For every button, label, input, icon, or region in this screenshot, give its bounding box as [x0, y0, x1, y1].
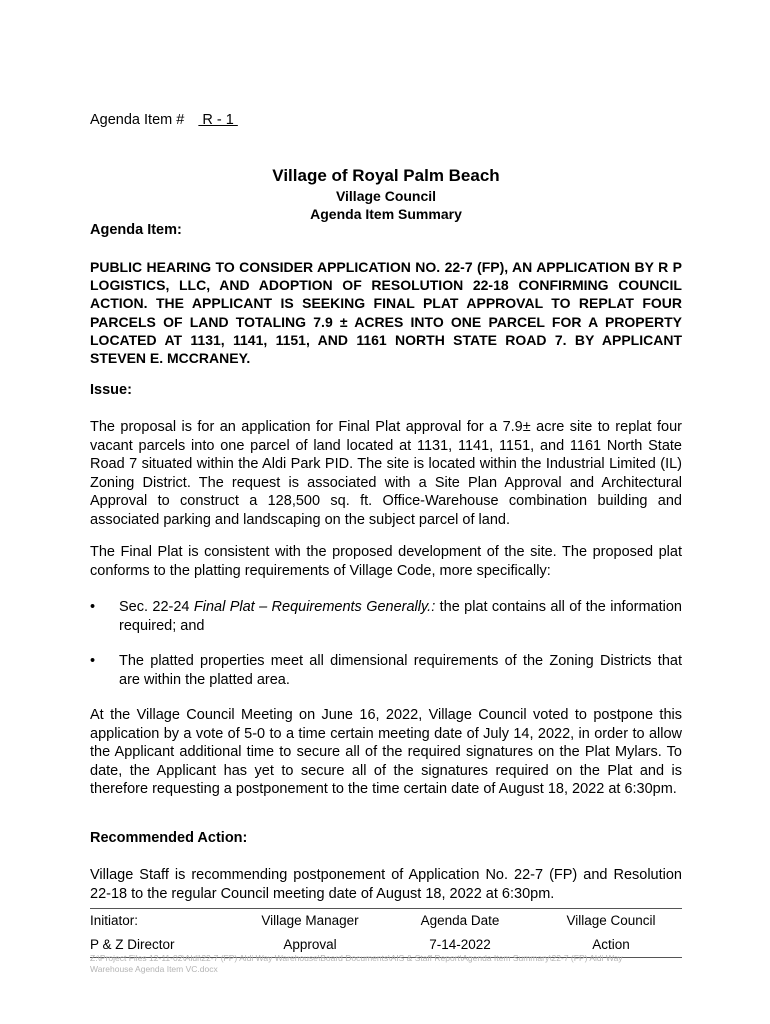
table-cell: Village Manager — [261, 913, 359, 928]
bullet-item-1-text — [119, 598, 682, 635]
document-subtitle-council: Village Council — [335, 188, 437, 204]
approval-table — [90, 908, 682, 958]
table-cell: Village Council — [566, 913, 656, 928]
file-path-footer: Z:\Project Files 12-11-02\Aldi\22-7 (FP) Aldi Way Warehouse\Board Documents\AIS & Staff Report\Agenda Item Summary\22-7 (FP) Aldi Way Warehouse Agenda Item VC.docx — [90, 953, 623, 974]
document-subtitle-summary: Agenda Item Summary — [310, 206, 462, 222]
issue-paragraph-1: The proposal is for an application for Final Plat approval for a 7.9± acre site to replat four vacant parcels into one parcel of land located at 1131, 1141, 1151, and 1161 North State Road 7 situated within the Aldi Park PID. The site is located within the Industrial Limited (IL) Zoning District. The request is associated with a Site Plan Approval and Architectural Approval to construct a 128,500 sq. ft. Office-Warehouse combination building and associated parking and landscaping on the subject parcel of land. — [90, 419, 682, 528]
issue-paragraph-3: At the Village Council Meeting on June 16, 2022, Village Council voted to postpone this application by a vote of 5-0 to a time certain meeting date of July 14, 2022, in order to allow the Applicant additional time to secure all of the required signatures on the Plat Mylars. To date, the Applicant has yet to secure all of the signatures required on the Plat and is therefore requesting a postponement to the time certain date of August 18, 2022 at 6:30pm. — [90, 707, 682, 797]
bullet-marker: • — [90, 653, 96, 669]
bullet-item-2-text: The platted properties meet all dimensional requirements of the Zoning Districts that are within the platted area. — [119, 653, 682, 688]
issue-heading: Issue: — [90, 382, 132, 398]
agenda-item-number-line — [90, 112, 238, 128]
bullet-item-1-code-title: Final Plat – Requirements Generally.: — [193, 599, 436, 615]
agenda-item-heading: Agenda Item: — [90, 222, 182, 238]
document-title: Village of Royal Palm Beach — [272, 166, 500, 185]
issue-paragraph-2: The Final Plat is consistent with the proposed development of the site. The proposed plat conforms to the platting requirements of Village Code, more specifically: — [90, 544, 682, 579]
agenda-item-label: Agenda Item # — [90, 112, 185, 128]
bullet-item-1 — [90, 598, 682, 635]
table-cell: P & Z Director — [90, 937, 175, 952]
agenda-item-description: PUBLIC HEARING TO CONSIDER APPLICATION NO. 22-7 (FP), AN APPLICATION BY R P LOGISTICS, LLC, AND ADOPTION OF RESOLUTION 22-18 CONFIRMING COUNCIL ACTION. THE APPLICANT IS SEEKING FINAL PLAT APPROVAL TO REPLAT FOUR PARCELS OF LAND TOTALING 7.9 ± ACRES INTO ONE PARCEL FOR A PROPERTY LOCATED AT 1131, 1141, 1151, AND 1161 NORTH STATE ROAD 7. BY APPLICANT STEVEN E. MCCRANEY. — [90, 259, 682, 367]
bullet-marker: • — [90, 599, 96, 615]
table-cell: 7-14-2022 — [429, 937, 491, 952]
table-cell: Agenda Date — [420, 913, 500, 928]
agenda-item-number: R - 1 — [198, 112, 238, 128]
table-cell: Action — [592, 937, 630, 952]
bullet-item-1-prefix: Sec. 22-24 — [119, 599, 194, 615]
approval-table-row — [90, 909, 682, 933]
recommended-action-heading: Recommended Action: — [90, 830, 248, 846]
table-cell: Approval — [283, 937, 337, 952]
bullet-item-2 — [90, 652, 682, 689]
recommended-action-text: Village Staff is recommending postponement of Application No. 22-7 (FP) and Resolution 22-18 to the regular Council meeting date of August 18, 2022 at 6:30pm. — [90, 867, 682, 902]
table-cell: Initiator: — [90, 913, 139, 928]
bullet-item-1-rest: the plat contains all of the information required; and — [119, 599, 682, 634]
document-header — [90, 165, 682, 223]
